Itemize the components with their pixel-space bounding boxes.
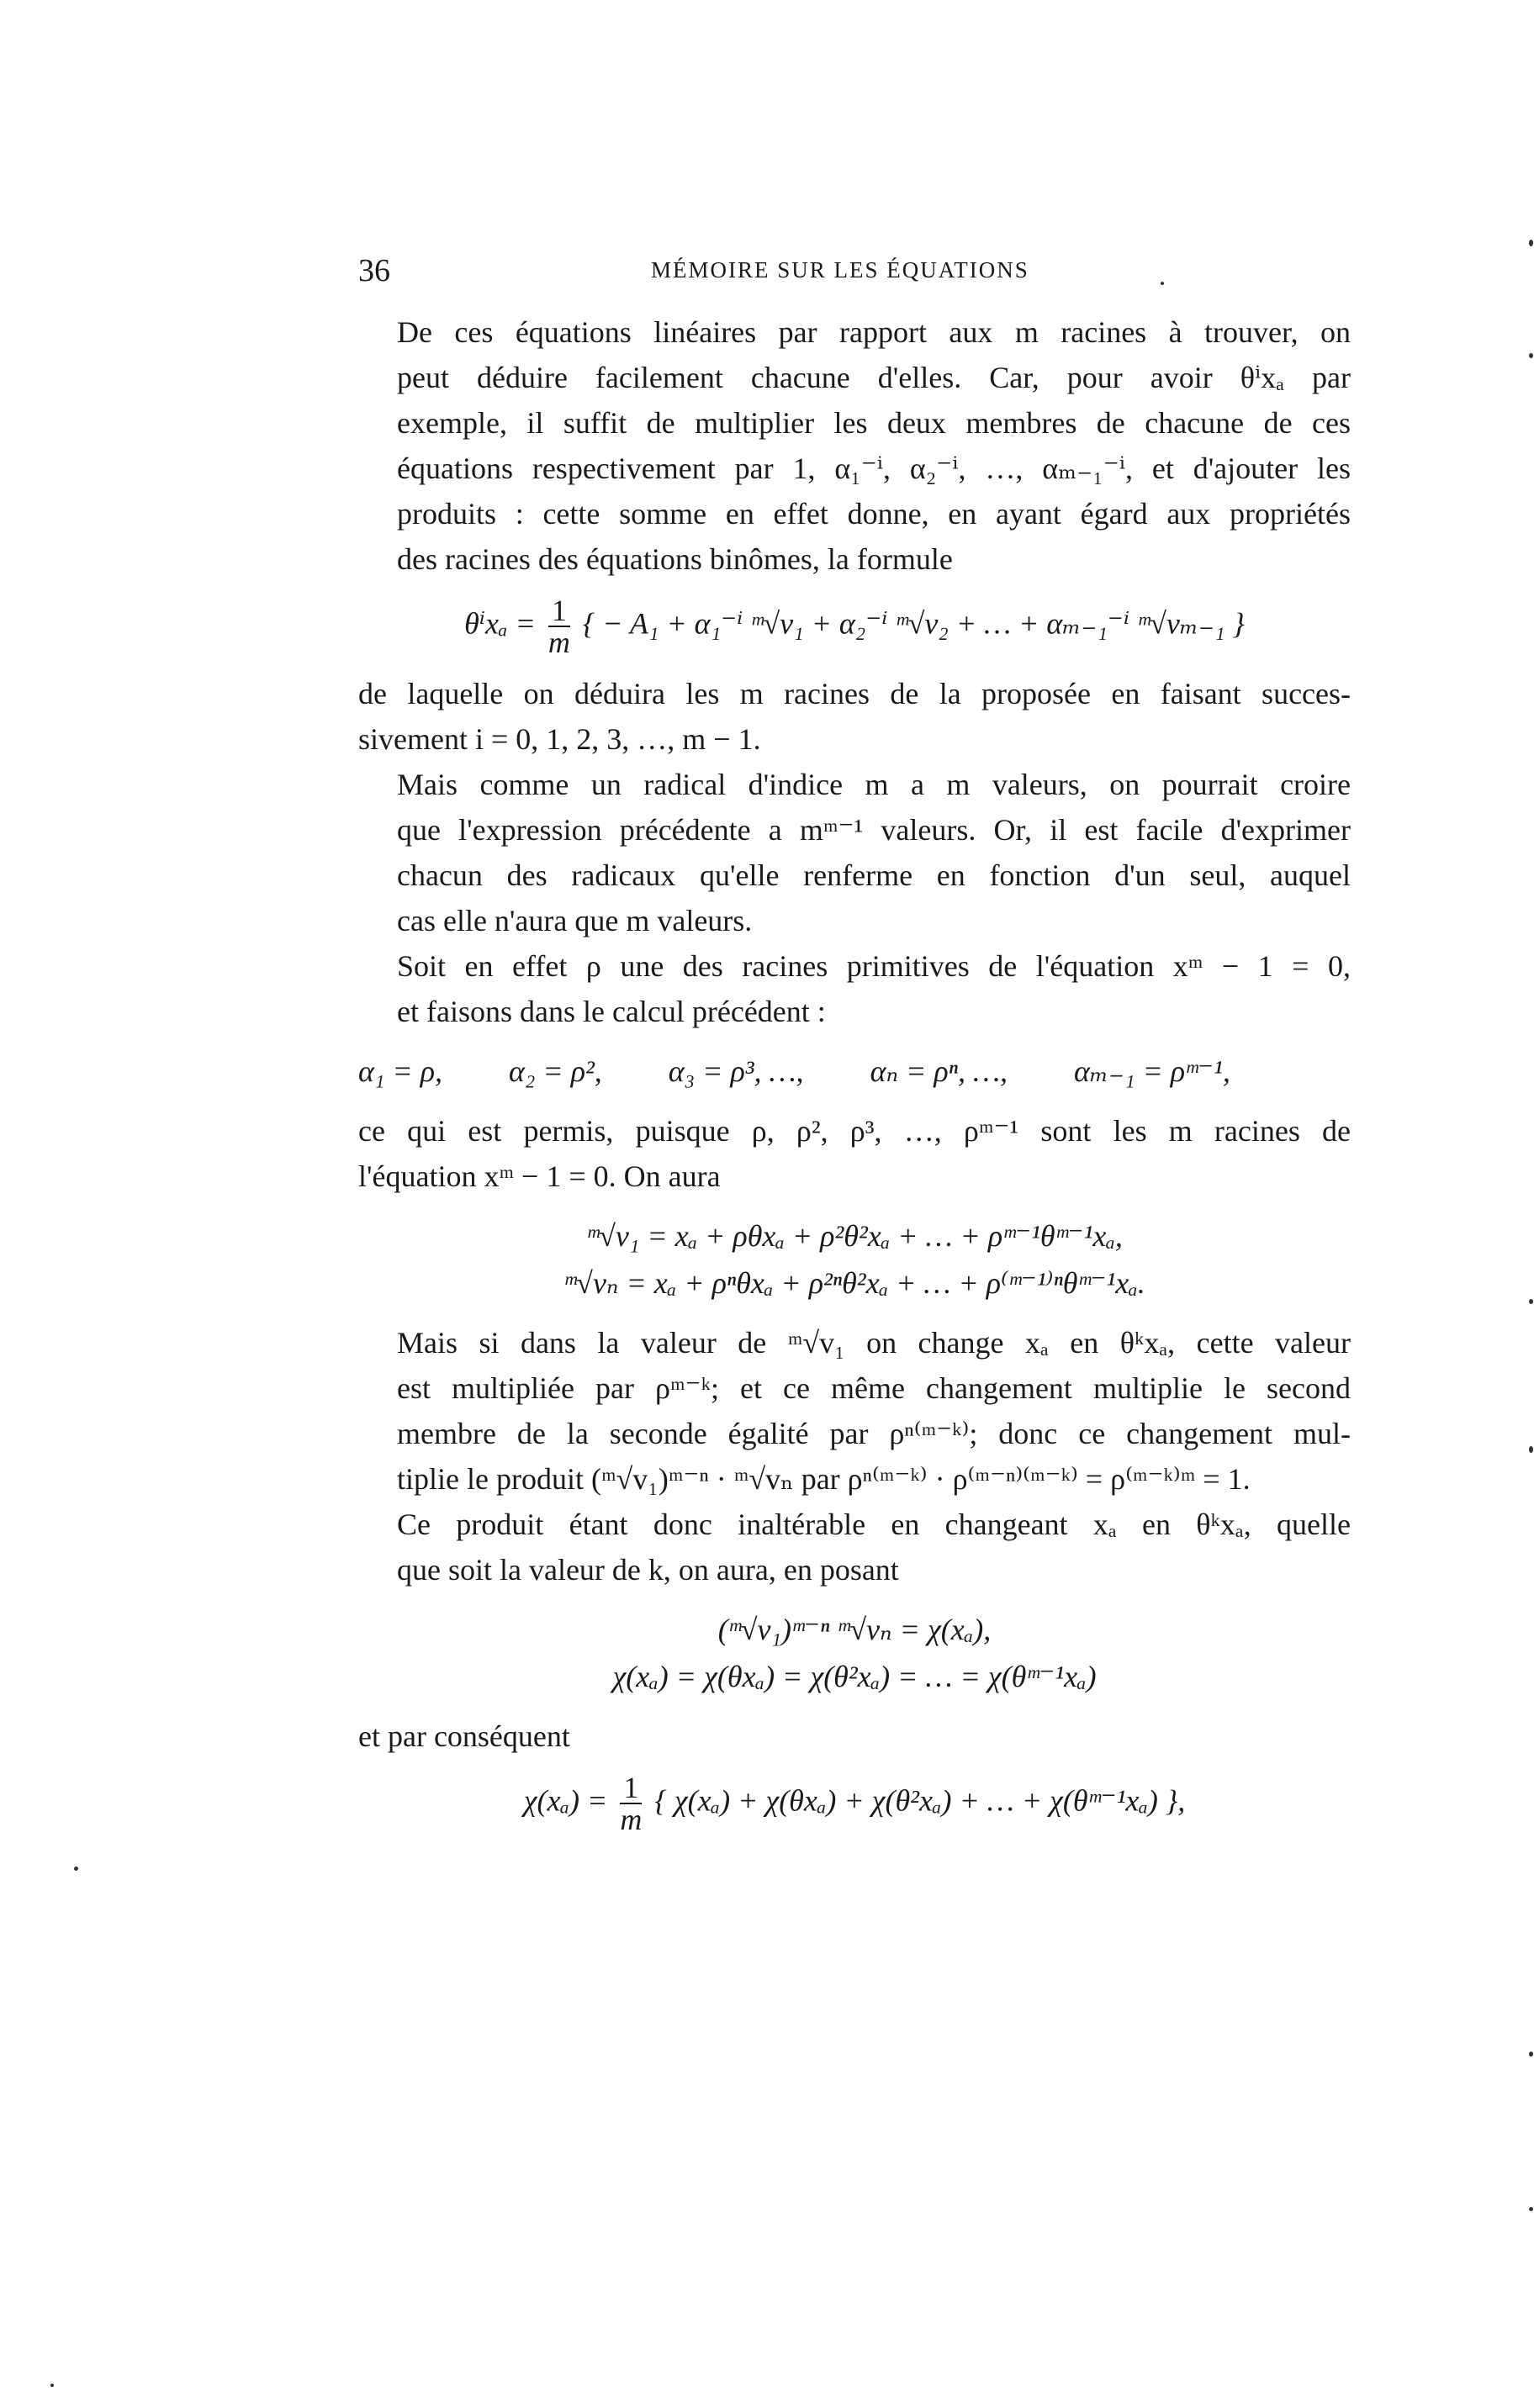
- scan-speck: [1529, 240, 1533, 246]
- equation-radicals: [358, 1212, 1351, 1307]
- scan-speck: [1529, 1299, 1533, 1304]
- equation-row: ᵐ√v₁ = xₐ + ρθxₐ + ρ²θ²xₐ + … + ρᵐ⁻¹θᵐ⁻¹xₐ,: [586, 1219, 1123, 1253]
- equation-row: χ(xₐ) = χ(θxₐ) = χ(θ²xₐ) = … = χ(θᵐ⁻¹xₐ): [612, 1660, 1097, 1693]
- equation-rhs: { − A₁ + α₁⁻ⁱ ᵐ√v₁ + α₂⁻ⁱ ᵐ√v₂ + … + αₘ₋₁⁻ⁱ ᵐ√vₘ₋₁ }: [582, 606, 1245, 641]
- equation-term: α₁ = ρ,: [358, 1054, 442, 1088]
- fraction-denominator: m: [547, 626, 570, 659]
- text-line: que l'expression précédente a mᵐ⁻¹ valeurs. Or, il est facile d'exprimer: [397, 813, 1351, 847]
- text-line: chacun des radicaux qu'elle renferme en fonction d'un seul, auquel: [397, 858, 1351, 892]
- scan-speck: [50, 2384, 54, 2387]
- text-line: Soit en effet ρ une des racines primitives de l'équation xᵐ − 1 = 0,: [397, 949, 1351, 983]
- text-line: tiplie le produit (ᵐ√v₁)ᵐ⁻ⁿ · ᵐ√vₙ par ρⁿ⁽ᵐ⁻ᵏ⁾ · ρ⁽ᵐ⁻ⁿ⁾⁽ᵐ⁻ᵏ⁾ = ρ⁽ᵐ⁻ᵏ⁾ᵐ = 1.: [397, 1462, 1251, 1496]
- paragraph-4: [358, 943, 1351, 1034]
- paragraph-8: [358, 1714, 1351, 1759]
- running-title: MÉMOIRE SUR LES ÉQUATIONS: [651, 257, 1029, 283]
- text-line: des racines des équations binômes, la formule: [397, 542, 953, 576]
- text-line: de laquelle on déduira les m racines de la proposée en faisant succes-: [358, 677, 1351, 710]
- equation-alpha-rho: [358, 1048, 1351, 1095]
- text-line: ce qui est permis, puisque ρ, ρ², ρ³, …, ρᵐ⁻¹ sont les m racines de: [358, 1114, 1351, 1148]
- text-line: membre de la seconde égalité par ρⁿ⁽ᵐ⁻ᵏ⁾; donc ce changement mul-: [397, 1417, 1351, 1450]
- text-line: sivement i = 0, 1, 2, 3, …, m − 1.: [358, 722, 761, 756]
- page-body: [358, 309, 1351, 1848]
- fraction: [548, 595, 570, 657]
- equation-term: αₙ = ρⁿ, …,: [870, 1054, 1008, 1088]
- equation-chi: [358, 1606, 1351, 1700]
- text-line: De ces équations linéaires par rapport aux m racines à trouver, on: [397, 315, 1351, 349]
- equation-term: α₂ = ρ²,: [508, 1054, 602, 1088]
- paragraph-6: [358, 1320, 1351, 1502]
- page-number: 36: [358, 253, 390, 288]
- equation-theta-x: [358, 595, 1351, 657]
- equation-lhs: χ(xₐ) =: [523, 1783, 608, 1818]
- fraction: [620, 1772, 642, 1835]
- text-line: exemple, il suffit de multiplier les deux membres de chacune de ces: [397, 406, 1351, 440]
- text-line: est multipliée par ρᵐ⁻ᵏ; et ce même changement multiplie le second: [397, 1371, 1351, 1405]
- equation-term: α₃ = ρ³, …,: [668, 1054, 804, 1088]
- text-line: et par conséquent: [358, 1719, 570, 1753]
- paragraph-5: [358, 1108, 1351, 1199]
- scan-speck: [1529, 353, 1533, 358]
- fraction-numerator: 1: [548, 595, 570, 627]
- text-line: peut déduire facilement chacune d'elles. Car, pour avoir θⁱxₐ par: [397, 361, 1351, 394]
- equation-term: αₘ₋₁ = ρᵐ⁻¹,: [1073, 1054, 1230, 1088]
- text-line: Mais si dans la valeur de ᵐ√v₁ on change xₐ en θᵏxₐ, cette valeur: [397, 1326, 1351, 1360]
- paragraph-1: [358, 309, 1351, 582]
- equation-row: ᵐ√vₙ = xₐ + ρⁿθxₐ + ρ²ⁿθ²xₐ + … + ρ⁽ᵐ⁻¹⁾ⁿθᵐ⁻¹xₐ.: [563, 1266, 1145, 1300]
- text-line: Ce produit étant donc inaltérable en changeant xₐ en θᵏxₐ, quelle: [397, 1508, 1351, 1541]
- text-line: produits : cette somme en effet donne, en ayant égard aux propriétés: [397, 497, 1351, 531]
- scan-speck: [74, 1867, 78, 1871]
- text-line: et faisons dans le calcul précédent :: [397, 995, 826, 1028]
- paragraph-7: [358, 1502, 1351, 1592]
- text-line: l'équation xᵐ − 1 = 0. On aura: [358, 1159, 721, 1193]
- scan-speck: [1529, 2207, 1533, 2211]
- text-line: que soit la valeur de k, on aura, en posant: [397, 1553, 899, 1587]
- equation-rhs: { χ(xₐ) + χ(θxₐ) + χ(θ²xₐ) + … + χ(θᵐ⁻¹xₐ) },: [654, 1783, 1186, 1818]
- scan-speck: [1529, 1446, 1533, 1453]
- equation-row: (ᵐ√v₁)ᵐ⁻ⁿ ᵐ√vₙ = χ(xₐ),: [717, 1613, 992, 1646]
- scan-speck: [1161, 282, 1164, 285]
- text-line: Mais comme un radical d'indice m a m valeurs, on pourrait croire: [397, 768, 1351, 801]
- equation-chi-sum: [358, 1772, 1351, 1835]
- scan-speck: [1529, 2052, 1533, 2057]
- page-header: [358, 252, 1367, 294]
- text-line: équations respectivement par 1, α₁⁻ⁱ, α₂⁻ⁱ, …, αₘ₋₁⁻ⁱ, et d'ajouter les: [397, 452, 1351, 485]
- paragraph-3: [358, 762, 1351, 943]
- paragraph-2: [358, 671, 1351, 762]
- fraction-numerator: 1: [620, 1772, 642, 1804]
- equation-lhs: θⁱxₐ =: [464, 606, 536, 641]
- fraction-denominator: m: [620, 1803, 643, 1836]
- text-line: cas elle n'aura que m valeurs.: [397, 904, 753, 937]
